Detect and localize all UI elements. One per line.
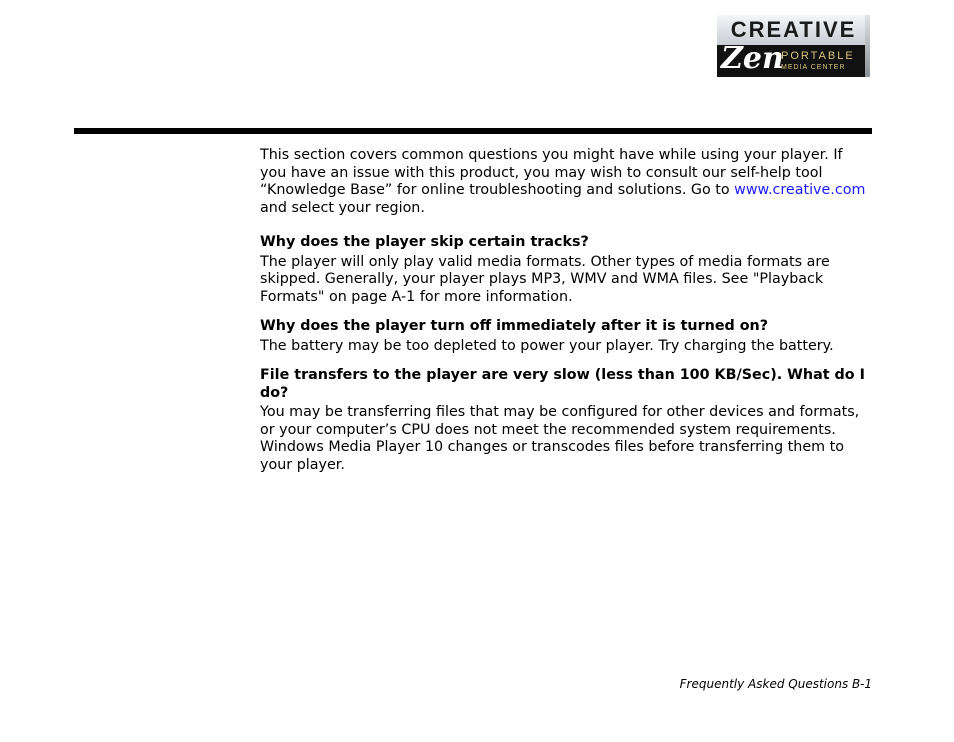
creative-website-link[interactable]: www.creative.com [734,182,866,198]
intro-text-after: and select your region. [260,199,425,216]
logo-line1-text: PORTABLE [781,50,855,62]
page-footer: Frequently Asked Questions B-1 [679,677,872,691]
intro-paragraph [260,147,872,217]
logo-bottom-band [717,41,870,77]
faq-content [260,147,872,486]
faq-answer-2: The battery may be too depleted to power your player. Try charging the battery. [260,337,834,354]
faq-answer-3: You may be transferring files that may be configured for other devices and formats, or your computer’s CPU does not meet the recommended system requirements. Windows Media Player 10 changes or transcodes files before transferring them to your player. [260,404,860,473]
logo-product-text: Zen [721,41,784,76]
faq-question-3: File transfers to the player are very slow (less than 100 KB/Sec). What do I do? [260,367,865,401]
logo-side-edge [865,15,870,77]
creative-zen-logo [717,15,870,77]
faq-question-1: Why does the player skip certain tracks? [260,234,589,250]
logo-line2-text: MEDIA CENTER [781,64,846,71]
header-rule [74,128,872,134]
logo-brand-text: CREATIVE [730,17,857,42]
faq-answer-1: The player will only play valid media formats. Other types of media formats are skipped. Generally, your player plays MP3, WMV and WMA files. See "Playback Formats" on page A-1 for more information. [260,253,830,305]
intro-text-before: This section covers common questions you might have while using your player. If you have an issue with this product, you may wish to consult our self-help tool “Knowledge Base” for online troubleshooting and solutions. Go to [260,147,843,198]
faq-question-2: Why does the player turn off immediately after it is turned on? [260,318,769,334]
